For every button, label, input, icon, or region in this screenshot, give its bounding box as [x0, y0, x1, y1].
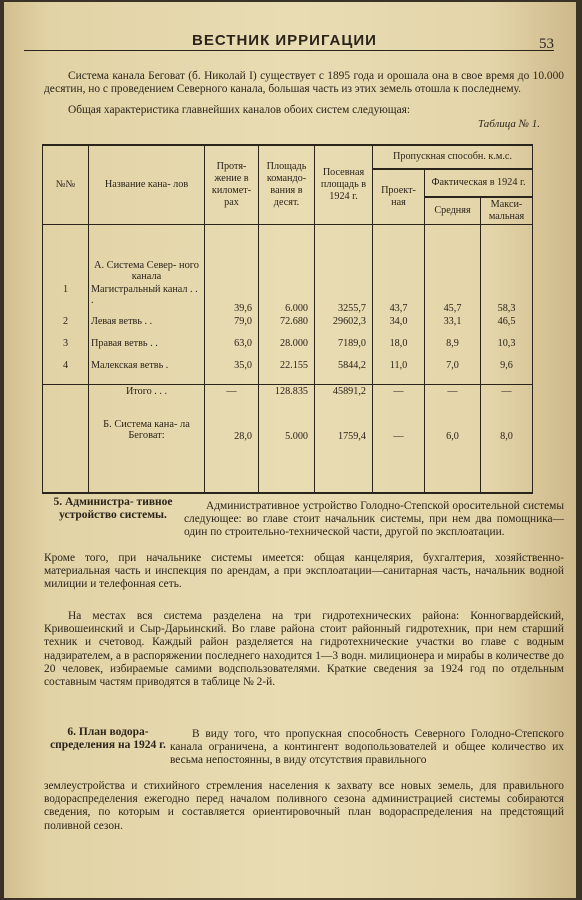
row-design: 43,7: [373, 283, 425, 315]
journal-title: ВЕСТНИК ИРРИГАЦИИ: [192, 32, 377, 49]
total-label: Итого . . .: [89, 385, 205, 409]
section-5-paragraph-cont: Кроме того, при начальнике системы имеется: общая канцелярия, бухгалтерия, хозяйственно-материальная часть и инспекция по арендам, а при эксплоатации—санитарная часть, начальник водной милиции и телефонная сеть.: [44, 552, 564, 591]
row-max: 46,5: [481, 315, 533, 337]
row-index: 2: [43, 315, 89, 337]
row-name: Малекская ветвь .: [89, 359, 205, 385]
col-length: Протя- жение в километ- рах: [205, 145, 259, 225]
total-design: —: [373, 385, 425, 409]
row-area: 28.000: [259, 337, 315, 359]
row-length: 79,0: [205, 315, 259, 337]
row-max: 10,3: [481, 337, 533, 359]
row-index: 3: [43, 337, 89, 359]
row-avg: 7,0: [425, 359, 481, 385]
total-length: —: [205, 385, 259, 409]
row-sown: 3255,7: [315, 283, 373, 315]
col-capacity: Пропускная способн. к.м.с.: [373, 145, 533, 169]
col-sown: Посевная площадь в 1924 г.: [315, 145, 373, 225]
row-name: Левая ветвь . .: [89, 315, 205, 337]
row-index: 4: [43, 359, 89, 385]
row-avg: 45,7: [425, 283, 481, 315]
table-row: [43, 337, 533, 359]
row-name: Магистральный канал . . .: [89, 283, 205, 315]
section-b-area: 5.000: [259, 409, 315, 494]
section-a-label: А. Система Север- ного канала: [89, 225, 205, 283]
col-num: №№: [43, 145, 89, 225]
row-length: 63,0: [205, 337, 259, 359]
total-row: [43, 385, 533, 409]
total-area: 128.835: [259, 385, 315, 409]
col-max: Макси- мальная: [481, 197, 533, 225]
table-intro-line: Общая характеристика главнейших каналов обоих систем следующая:: [68, 104, 411, 116]
row-length: 35,0: [205, 359, 259, 385]
total-avg: —: [425, 385, 481, 409]
row-area: 22.155: [259, 359, 315, 385]
section-b-row: [43, 409, 533, 494]
row-index: 1: [43, 283, 89, 315]
row-area: 6.000: [259, 283, 315, 315]
section-5-paragraph: Административное устройство Голодно-Степской оросительной системы следующее: во главе стоит начальник системы, при нем два помощника—один по строительно-технической части, другой по эксплоатации.: [184, 500, 564, 539]
col-actual: Фактическая в 1924 г.: [425, 169, 533, 197]
row-design: 11,0: [373, 359, 425, 385]
table-label: Таблица № 1.: [477, 118, 540, 130]
row-max: 58,3: [481, 283, 533, 315]
book-page: [4, 2, 576, 898]
section-6-paragraph-cont: землеустройства и стихийного стремления населения к захвату все новых земель, для правильного водораспределения ежегодно перед началом поливного сезона администрацией системы собираются сведения, по которым и составляется ориентировочный план водораспределения на предстоящий поливной сезон.: [44, 780, 564, 832]
section-b-avg: 6,0: [425, 409, 481, 494]
row-design: 18,0: [373, 337, 425, 359]
section-5-heading: 5. Администра- тивное устройство системы.: [53, 496, 173, 521]
col-name: Название кана- лов: [89, 145, 205, 225]
total-sown: 45891,2: [315, 385, 373, 409]
intro-paragraph: Система канала Беговат (б. Николай I) существует с 1895 года и орошала она в свое время до 10.000 десятин, но с проведением Северного канала, большая часть из этих земель отошла к последнему.: [44, 70, 564, 96]
section-b-sown: 1759,4: [315, 409, 373, 494]
row-area: 72.680: [259, 315, 315, 337]
section-b-length: 28,0: [205, 409, 259, 494]
row-sown: 29602,3: [315, 315, 373, 337]
total-max: —: [481, 385, 533, 409]
row-max: 9,6: [481, 359, 533, 385]
table-row: [43, 359, 533, 385]
section-b-label: Б. Система кана- ла Беговат:: [89, 409, 205, 494]
page-header: [24, 30, 554, 52]
page-number: 53: [539, 36, 554, 52]
col-design: Проект- ная: [373, 169, 425, 225]
section-6-paragraph: В виду того, что пропускная способность Северного Голодно-Степского канала ограничена, а контингент водопользователей и общее количество их весьма непостоянны, в виду отсутствия правильного: [170, 728, 564, 767]
section-6-heading: 6. План водора- спределения на 1924 г.: [50, 726, 166, 751]
row-name: Правая ветвь . .: [89, 337, 205, 359]
row-sown: 7189,0: [315, 337, 373, 359]
header-rule: [24, 50, 554, 51]
section-b-max: 8,0: [481, 409, 533, 494]
canals-table: [42, 144, 533, 494]
table-row: [43, 283, 533, 315]
row-length: 39,6: [205, 283, 259, 315]
districts-paragraph: На местах вся система разделена на три гидротехнических района: Конногвардейский, Кривошеинский и Сыр-Дарьинский. Во главе района стоит районный гидротехник, при нем старший техник и счетовод. Каждый район разделяется на гидротехнические участки во главе с водным надзирателем, а в распоряжении последнего находится 1—3 водн. милиционера и мирабы в количестве до 20 человек, избираемые самими водспользователями. Краткие сведения за 1924 год по отдельным составным частям приводятся в таблице № 2-й.: [44, 610, 564, 689]
col-avg: Средняя: [425, 197, 481, 225]
row-design: 34,0: [373, 315, 425, 337]
row-avg: 8,9: [425, 337, 481, 359]
col-area: Площадь командо- вания в десят.: [259, 145, 315, 225]
row-sown: 5844,2: [315, 359, 373, 385]
row-avg: 33,1: [425, 315, 481, 337]
table-row: [43, 315, 533, 337]
section-b-design: —: [373, 409, 425, 494]
